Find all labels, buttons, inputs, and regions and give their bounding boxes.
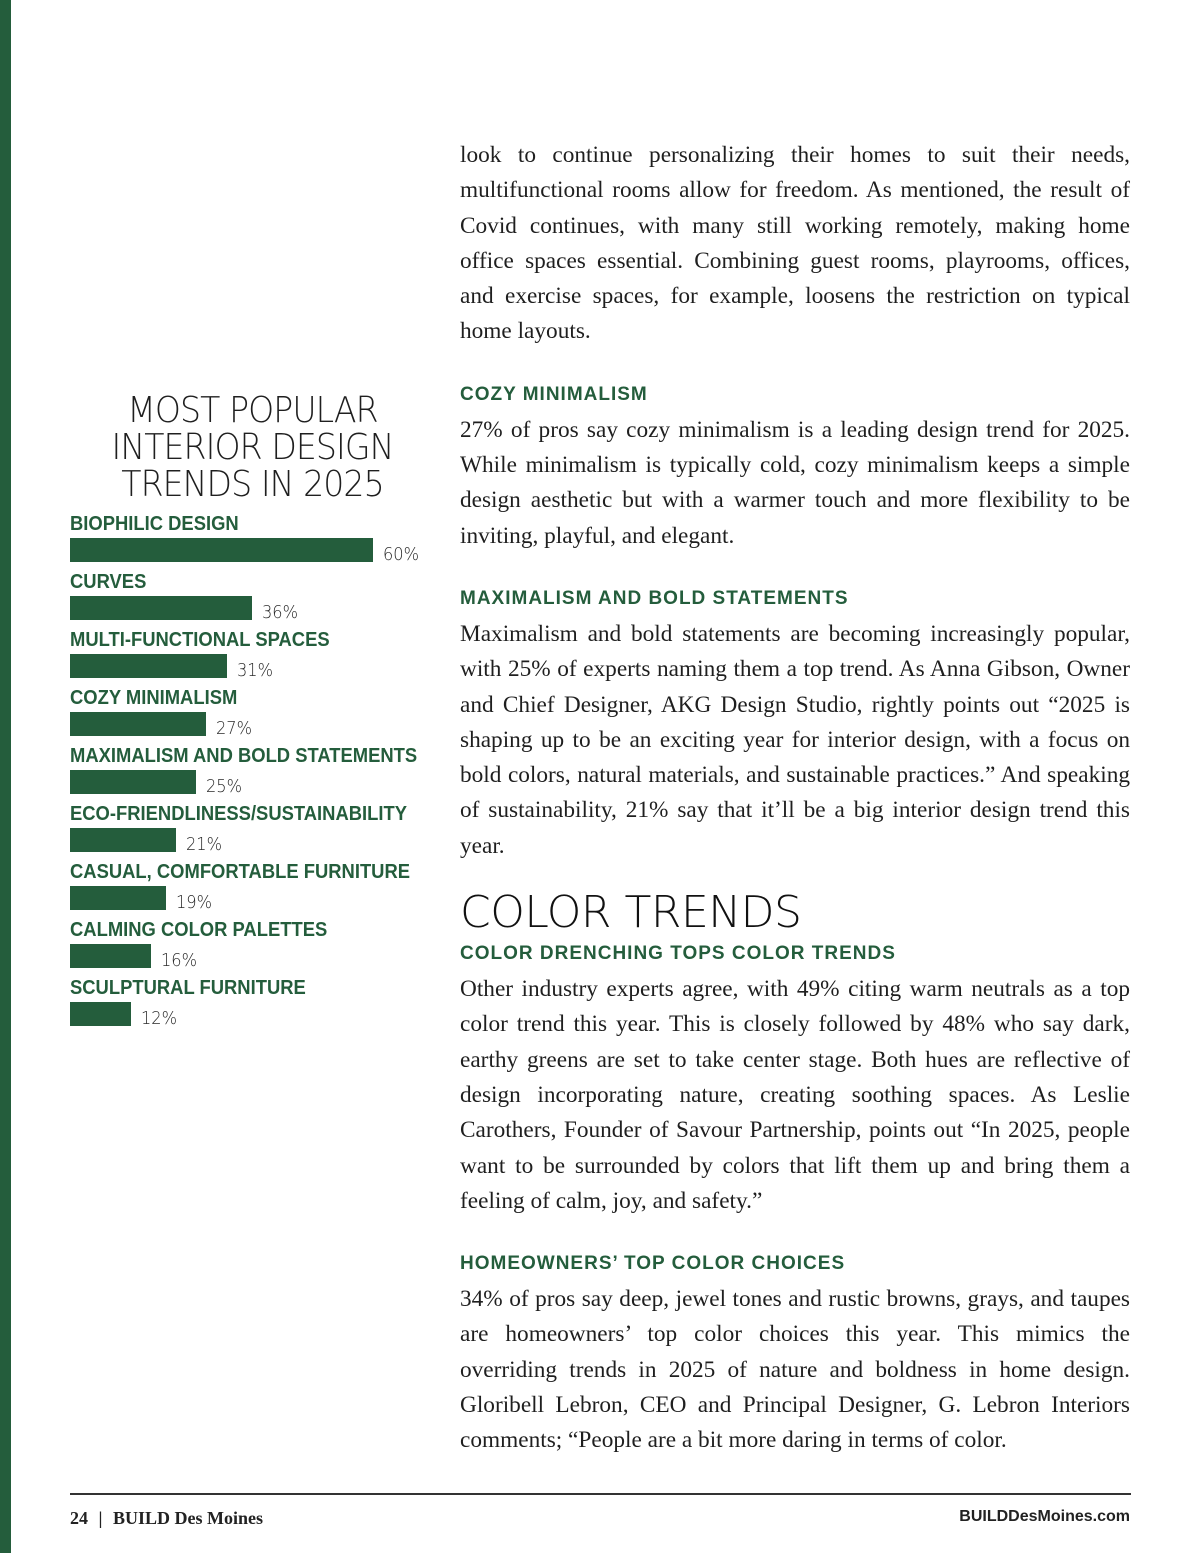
bar [70, 944, 151, 968]
bar-value-label: 16% [161, 950, 198, 971]
category-label: CASUAL, COMFORTABLE FURNITURE [70, 861, 411, 883]
footer-separator: | [98, 1508, 103, 1528]
bar [70, 1002, 131, 1026]
category-label: MAXIMALISM AND BOLD STATEMENTS [70, 745, 418, 767]
bar [70, 596, 252, 620]
bar-value-label: 31% [237, 660, 274, 681]
category-label: MULTI-FUNCTIONAL SPACES [70, 629, 330, 651]
page-number: 24 [70, 1508, 88, 1528]
bar [70, 654, 227, 678]
bar [70, 712, 206, 736]
bar [70, 538, 373, 562]
bar-value-label: 27% [216, 718, 253, 739]
chart-row [70, 627, 435, 685]
footer-divider [70, 1493, 1131, 1495]
maximalism-heading: MAXIMALISM AND BOLD STATEMENTS [460, 587, 849, 609]
category-label: CALMING COLOR PALETTES [70, 919, 328, 941]
footer-website: BUILDDesMoines.com [959, 1508, 1130, 1525]
maximalism-paragraph: Maximalism and bold statements are becoming increasingly popular, with 25% of experts naming them a top trend. As Anna Gibson, Owner and Chief Designer, AKG Design Studio, rightly points out “2025 is shaping up to be an exciting year for interior design, with a focus on bold colors, natural materials, and sustainable practices.” And speaking of sustainability, 21% say that it’ll be a big interior design trend this year. [460, 620, 1130, 859]
chart-row [70, 743, 435, 801]
chart-row [70, 975, 435, 1033]
bar-value-label: 36% [262, 602, 299, 623]
bar-value-label: 12% [141, 1008, 178, 1029]
chart-title: MOST POPULAR INTERIOR DESIGN TRENDS IN 2025 [111, 390, 394, 505]
chart-row [70, 801, 435, 859]
trends-bar-chart [70, 392, 435, 1033]
chart-categories [70, 511, 435, 1033]
bar-value-label: 25% [206, 776, 243, 797]
publication-name: BUILD Des Moines [112, 1508, 263, 1528]
category-label: BIOPHILIC DESIGN [70, 513, 239, 535]
bar-value-label: 60% [383, 544, 420, 565]
chart-row [70, 859, 435, 917]
chart-row [70, 569, 435, 627]
bar [70, 886, 166, 910]
category-label: SCULPTURAL FURNITURE [70, 977, 306, 999]
article-column [460, 138, 1130, 1459]
color-drenching-paragraph: Other industry experts agree, with 49% citing warm neutrals as a top color trend this year. This is closely followed by 48% who say dark, earthy greens are set to take center stage. Both hues are reflective of design incorporating nature, creating soothing spaces. As Leslie Carothers, Founder of Savour Partnership, points out “In 2025, people want to be surrounded by colors that lift them up and bring them a feeling of calm, joy, and safety.” [460, 976, 1130, 1214]
chart-row [70, 685, 435, 743]
footer-left [70, 1508, 263, 1529]
homeowners-colors-heading: HOMEOWNERS’ TOP COLOR CHOICES [460, 1253, 846, 1275]
intro-paragraph: look to continue personalizing their homes to suit their needs, multifunctional rooms allow for freedom. As mentioned, the result of Covid continues, with many still working remotely, making home office spaces essential. Combining guest rooms, playrooms, offices, and exercise spaces, for example, loosens the restriction on typical home layouts. [460, 142, 1130, 345]
cozy-minimalism-paragraph: 27% of pros say cozy minimalism is a leading design trend for 2025. While minimalism is typically cold, cozy minimalism keeps a simple design aesthetic but with a warmer touch and more flexibility to be inviting, playful, and elegant. [460, 416, 1130, 549]
homeowners-colors-paragraph: 34% of pros say deep, jewel tones and rustic browns, grays, and taupes are homeowners’ top color choices this year. This mimics the overriding trends in 2025 of nature and boldness in home design. Gloribell Lebron, CEO and Principal Designer, G. Lebron Interiors comments; “People are a bit more daring in terms of color. [460, 1286, 1130, 1454]
cozy-minimalism-heading: COZY MINIMALISM [460, 383, 648, 405]
chart-row [70, 511, 435, 569]
category-label: CURVES [70, 571, 147, 593]
category-label: ECO-FRIENDLINESS/SUSTAINABILITY [70, 803, 408, 825]
color-drenching-heading: COLOR DRENCHING TOPS COLOR TRENDS [460, 943, 896, 965]
bar-value-label: 21% [186, 834, 223, 855]
chart-row [70, 917, 435, 975]
left-edge-bar [0, 0, 11, 1553]
bar [70, 828, 176, 852]
bar [70, 770, 196, 794]
category-label: COZY MINIMALISM [70, 687, 238, 709]
color-trends-title: COLOR TRENDS [460, 887, 802, 939]
bar-value-label: 19% [176, 892, 213, 913]
